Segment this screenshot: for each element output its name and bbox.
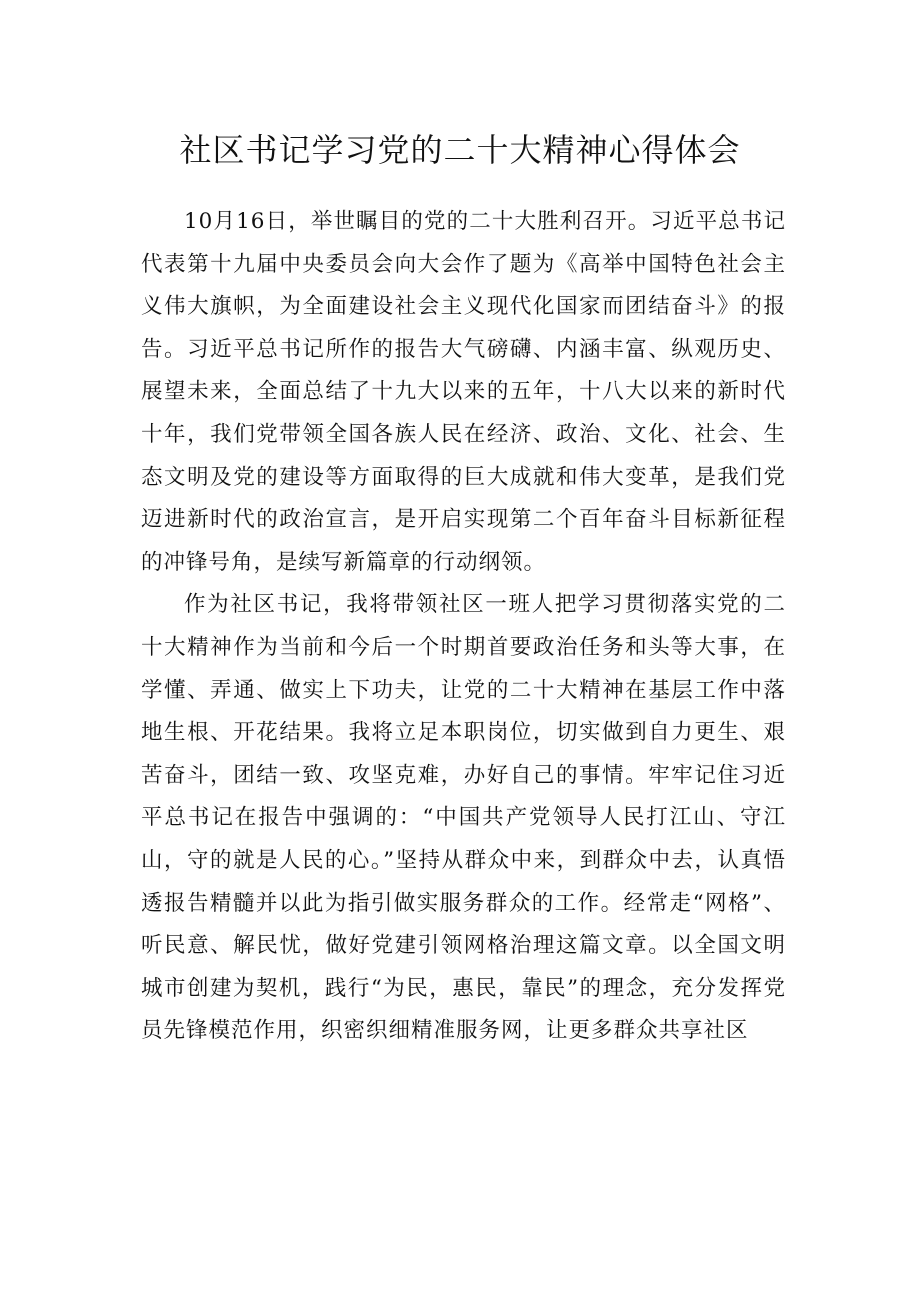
document-body bbox=[141, 201, 786, 1053]
document-title: 社区书记学习党的二十大精神心得体会 bbox=[179, 131, 741, 169]
paragraph-2: 作为社区书记，我将带领社区一班人把学习贯彻落实党的二十大精神作为当前和今后一个时期首要政治任务和头等大事，在学懂、弄通、做实上下功夫，让党的二十大精神在基层工作中落地生根、开花结果。我将立足本职岗位，切实做到自力更生、艰苦奋斗，团结一致、攻坚克难，办好自己的事情。牢牢记住习近平总书记在报告中强调的：“中国共产党领导人民打江山、守江山，守的就是人民的心。”坚持从群众中来，到群众中去，认真悟透报告精髓并以此为指引做实服务群众的工作。经常走“网格”、听民意、解民忧，做好党建引领网格治理这篇文章。以全国文明城市创建为契机，践行“为民，惠民，靠民”的理念，充分发挥党员先锋模范作用，织密织细精准服务网，让更多群众共享社区 bbox=[141, 592, 786, 1044]
paragraph-1: 10月16日，举世瞩目的党的二十大胜利召开。习近平总书记代表第十九届中央委员会向大会作了题为《高举中国特色社会主义伟大旗帜，为全面建设社会主义现代化国家而团结奋斗》的报告。习近平总书记所作的报告大气磅礴、内涵丰富、纵观历史、展望未来，全面总结了十九大以来的五年，十八大以来的新时代十年，我们党带领全国各族人民在经济、政治、文化、社会、生态文明及党的建设等方面取得的巨大成就和伟大变革，是我们党迈进新时代的政治宣言，是开启实现第二个百年奋斗目标新征程的冲锋号角，是续写新篇章的行动纲领。 bbox=[141, 209, 786, 575]
